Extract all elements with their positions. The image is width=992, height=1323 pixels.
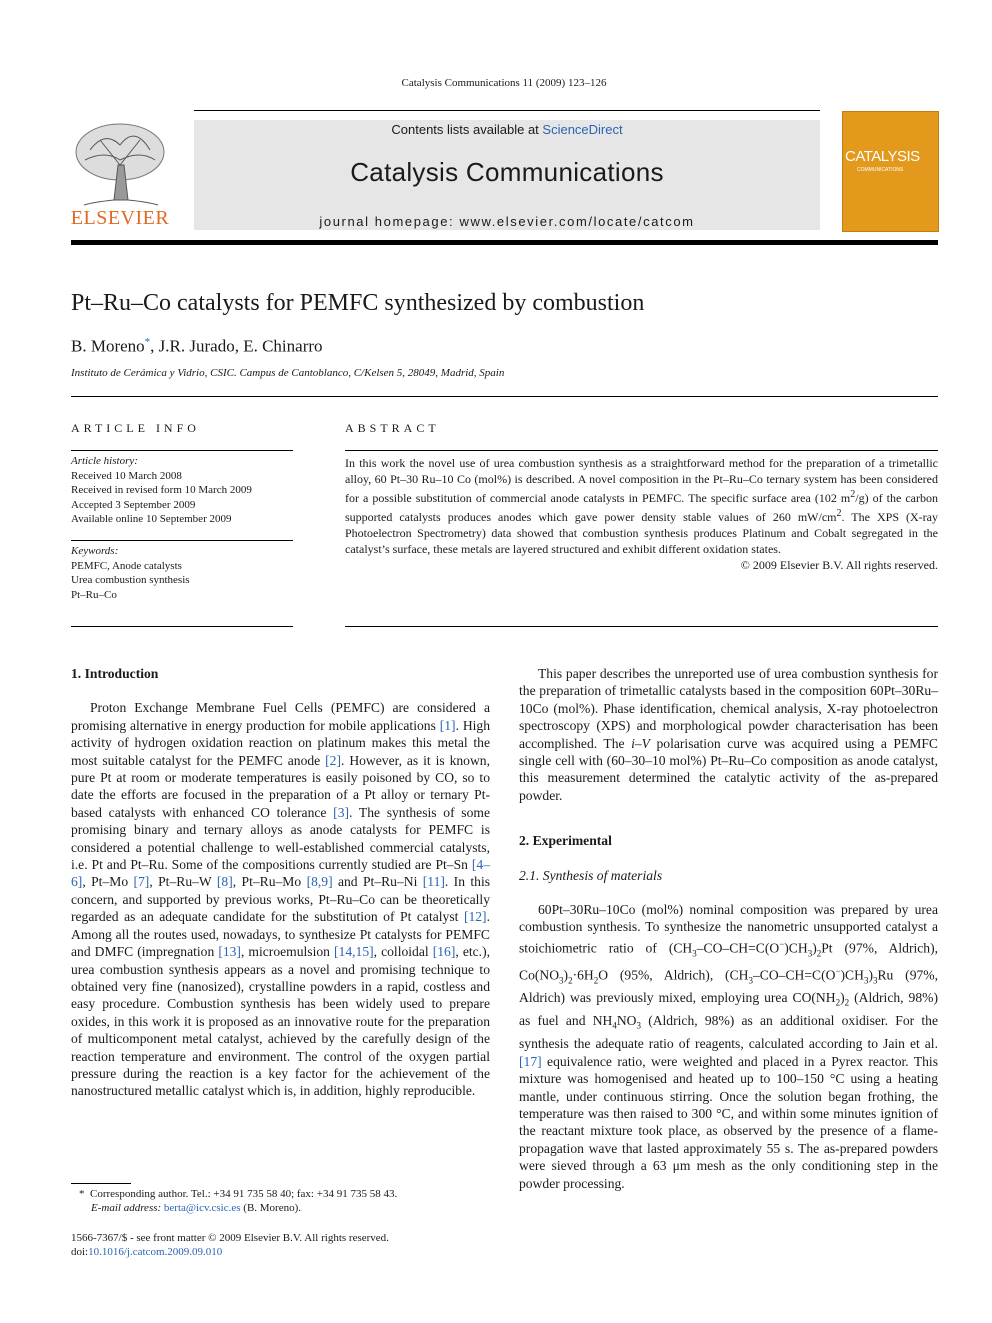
email-link[interactable]: berta@icv.csic.es	[163, 1202, 241, 1214]
contents-line	[194, 122, 820, 137]
keyword: Urea combustion synthesis	[71, 574, 190, 586]
keyword: PEMFC, Anode catalysts	[71, 559, 182, 572]
authors	[71, 336, 323, 357]
keyword: Pt–Ru–Co	[71, 588, 117, 601]
right-column	[519, 665, 938, 1192]
corresponding-text: Corresponding author. Tel.: +34 91 735 58 40; fax: +34 91 735 58 43.	[90, 1188, 398, 1200]
email-footnote	[71, 1201, 490, 1215]
copyright: © 2009 Elsevier B.V. All rights reserved.	[740, 558, 938, 572]
issn-line: 1566-7367/$ - see front matter © 2009 Elsevier B.V. All rights reserved.	[71, 1232, 389, 1244]
doi-line	[71, 1245, 490, 1259]
doi-link[interactable]: 10.1016/j.catcom.2009.09.010	[88, 1246, 223, 1258]
history-item: Accepted 3 September 2009	[71, 498, 196, 511]
cover-subtitle: COMMUNICATIONS	[857, 167, 904, 173]
left-column	[71, 665, 490, 1100]
authors-rest: , J.R. Jurado, E. Chinarro	[150, 336, 323, 356]
tree-icon	[70, 120, 170, 208]
header-rule	[194, 110, 820, 111]
footnote-rule	[71, 1183, 131, 1184]
divider	[71, 450, 293, 451]
divider	[71, 626, 293, 627]
journal-title: Catalysis Communications	[350, 157, 664, 187]
divider	[71, 540, 293, 541]
keywords-label: Keywords:	[71, 545, 119, 557]
journal-cover[interactable]	[842, 111, 939, 232]
abstract-body: In this work the novel use of urea combustion synthesis as a straightforward method for the preparation of a trimetallic alloy, 60 Pt–30 Ru–10 Co (mol%) is described. A novel composition in the Pt–Ru–Co ternary system has been considered for a possible substitution of commercial anode catalysts in PEMFC. The specific surface area (102 $m^2/g$) of the carbon supported catalysts produces anodes which gave power density stable values of 260 $mW/cm^2$. The XPS (X-ray Photoelectron Spectrometry) data showed that combustion synthesis produces Platinum and Cobalt segregated in the catalyst’s surface, these metals are layered structured and exhibit different oxidation states. © 2009 Elsevier B.V. All rights reserved.	[345, 456, 939, 572]
elsevier-wordmark: ELSEVIER	[70, 207, 170, 229]
divider	[345, 626, 938, 627]
divider	[71, 396, 938, 397]
cover-title: CATALYSIS	[845, 148, 920, 165]
article-history	[71, 454, 293, 527]
paragraph: This paper describes the unreported use of urea combustion synthesis for the preparation of trimetallic catalysts based in the composition 60Pt–30Ru–10Co (mol%). Phase identification, chemical analysis, X-ray photoelectron spectroscopy (XPS) and morphological powder characterisation has been accomplished. The i–V polarisation curve was acquired using a PEMFC single cell with (60–30–10 mol%) Pt–Ru–Co composition as anode catalyst, this measurement determined the catalytic activity of the as-prepared powder.	[519, 666, 938, 803]
sciencedirect-link[interactable]: ScienceDirect	[542, 122, 623, 137]
author-1: B. Moreno	[71, 336, 145, 356]
journal-homepage[interactable]: journal homepage: www.elsevier.com/locate/catcom	[319, 214, 695, 229]
section-heading: 1. Introduction	[71, 666, 159, 681]
banner-thick-rule	[71, 240, 938, 245]
doi-label: doi:	[71, 1246, 89, 1258]
elsevier-logo[interactable]	[70, 120, 170, 230]
abstract-heading: ABSTRACT	[345, 421, 440, 435]
front-matter	[71, 1231, 490, 1259]
history-item: Received 10 March 2008	[71, 469, 182, 482]
section-heading: 2. Experimental	[519, 833, 612, 849]
history-item: Received in revised form 10 March 2009	[71, 484, 252, 496]
running-head: Catalysis Communications 11 (2009) 123–126	[401, 77, 607, 89]
paragraph: Proton Exchange Membrane Fuel Cells (PEMFC) are considered a promising alternative in energy production for mobile applications [1]. High activity of hydrogen oxidation reaction on platinum makes this metal the most suitable catalyst for the PEMFC anode [2]. However, as it is known, pure Pt at room or moderate temperatures is easily poisoned by CO, so to date the efforts are focused in the preparation of a Pt alloy or ternary Pt-based catalysts with enhanced CO tolerance [3]. The synthesis of some promising binary and ternary alloys as anode catalysts for PEMFC is considered a potential challenge to well-established commercial catalysts, i.e. Pt and Pt–Ru. Some of the compositions currently studied are Pt–Sn [4–6], Pt–Mo [7], Pt–Ru–W [8], Pt–Ru–Mo [8,9] and Pt–Ru–Ni [11]. In this concern, and supported by previous works, Pt–Ru–Co can be theoretically regarded as an adequate candidate for the substitution of Pt catalyst [12]. Among all the routes used, nowadays, to synthesize Pt catalysts for PEMFC and DMFC (impregnation [13], microemulsion [14,15], colloidal [16], etc.), urea combustion synthesis appears as a novel and promising technique to obtained very fine (nanosized), crystalline powders in a rapid, costless and easy procedure. Combustion synthesis has been widely used to prepare oxides, in this work it is proposed as an innovative route for the preparation of multicomponent metal catalyst, achieved by the carefully design of the reaction temperature and environment. The control of the oxygen partial pressure during the reaction is a key factor for the achievement of the nanostructured metallic catalyst which is, in addition, highly reproducible.	[71, 700, 491, 1099]
contents-prefix: Contents lists available at	[391, 122, 543, 137]
email-label: E-mail address:	[91, 1202, 162, 1214]
divider	[345, 450, 938, 451]
article-title: Pt–Ru–Co catalysts for PEMFC synthesized by combustion	[71, 290, 645, 316]
article-info-heading: ARTICLE INFO	[71, 421, 200, 435]
keywords	[71, 544, 293, 602]
history-item: Available online 10 September 2009	[71, 513, 232, 525]
subsection-heading: 2.1. Synthesis of materials	[519, 867, 663, 883]
journal-banner	[194, 120, 820, 230]
corresponding-footnote: * Corresponding author. Tel.: +34 91 735 58 40; fax: +34 91 735 58 43.	[79, 1188, 398, 1200]
affiliation: Instituto de Cerámica y Vidrio, CSIC. Campus de Cantoblanco, C/Kelsen 5, 28049, Madrid, Spain	[71, 367, 505, 379]
paragraph: 60Pt–30Ru–10Co (mol%) nominal composition was prepared by urea combustion synthesis. To synthesize the nanometric unsupported catalyst a stoichiometric ratio of $(CH_3-CO-CH=C(O^-)CH_3)_2Pt$ (97%, Aldrich), $Co(NO_3)_2\cdot 6H_2O$ (95%, Aldrich), $(CH_3-CO-CH=C(O^-)CH_3)_3Ru$ (97%, Aldrich) was previously mixed, employing urea $CO(NH_2)_2$ (Aldrich, 98%) as fuel and $NH_4NO_3$ (Aldrich, 98%) as an additional oxidiser. For the synthesis the adequate ratio of reagents, calculated according to Jain et al. [17] equivalence ratio, were weighted and placed in a Pyrex reactor. This mixture was homogenised and heated up to 100–150 °C using a heating mantle, under continuous stirring. Once the solution began frothing, the temperature was then raised to 300 °C, and within some minutes ignition of the reactant mixture took place, as observed by the presence of a flame-propagation wave that lasted approximately 55 s. The as-prepared powders were sieved through a 63 μm mesh as the only conditioning step in the powder processing.	[519, 902, 939, 1191]
history-label: Article history:	[71, 455, 138, 467]
email-suffix: (B. Moreno).	[240, 1202, 302, 1214]
footnotes	[71, 1187, 490, 1215]
corresponding-author-mark[interactable]: *	[144, 336, 151, 348]
